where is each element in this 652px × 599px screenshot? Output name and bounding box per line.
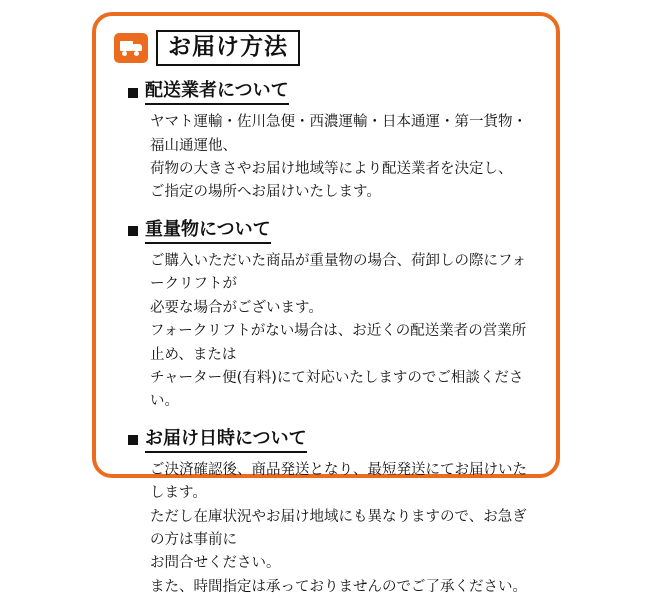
- section-carrier-body: [150, 111, 540, 205]
- body-line: お問合せください。: [150, 555, 281, 572]
- section-delivery-datetime-title: お届け日時について: [145, 428, 307, 453]
- section-delivery-datetime-header: [128, 428, 540, 453]
- square-bullet-icon: [128, 226, 138, 236]
- body-line: ただし在庫状況やお届け地域にも異なりますので、お急ぎの方は事前に: [150, 508, 527, 548]
- body-line: ヤマト運輸・佐川急便・西濃運輸・日本通運・第一貨物・福山通運他、: [150, 114, 527, 154]
- section-heavy-goods-title: 重量物について: [145, 219, 271, 244]
- body-line: 荷物の大きさやお届け地域等により配送業者を決定し、: [150, 161, 513, 177]
- body-line: また、時間指定は承っておりませんのでご了承ください。: [150, 578, 527, 595]
- section-carrier-header: [128, 80, 540, 105]
- section-carrier-title: 配送業者について: [145, 80, 289, 105]
- body-line: ご購入いただいた商品が重量物の場合、荷卸しの際にフォークリフトが: [150, 252, 527, 293]
- page-title: お届け方法: [156, 30, 300, 66]
- body-line: フォークリフトがない場合は、お近くの配送業者の営業所止め、または: [150, 323, 527, 363]
- section-delivery-datetime: [114, 428, 540, 599]
- body-line: ご決済確認後、商品発送となり、最短発送にてお届けいたします。: [150, 461, 527, 502]
- delivery-info-card: [92, 12, 560, 595]
- section-heavy-goods-header: [128, 219, 540, 244]
- body-line: チャーター便(有料)にて対応いたしますのでご相談ください。: [150, 369, 524, 410]
- section-heavy-goods-body: [150, 250, 540, 414]
- section-delivery-datetime-body: [150, 459, 540, 599]
- card-header: [114, 30, 540, 66]
- section-heavy-goods: [114, 219, 540, 414]
- body-line: ご指定の場所へお届けいたします。: [150, 184, 381, 201]
- square-bullet-icon: [128, 88, 138, 98]
- square-bullet-icon: [128, 435, 138, 445]
- body-line: 必要な場合がございます。: [150, 299, 323, 316]
- delivery-truck-icon: [114, 33, 148, 63]
- card-inner: [114, 30, 540, 595]
- section-carrier: [114, 80, 540, 205]
